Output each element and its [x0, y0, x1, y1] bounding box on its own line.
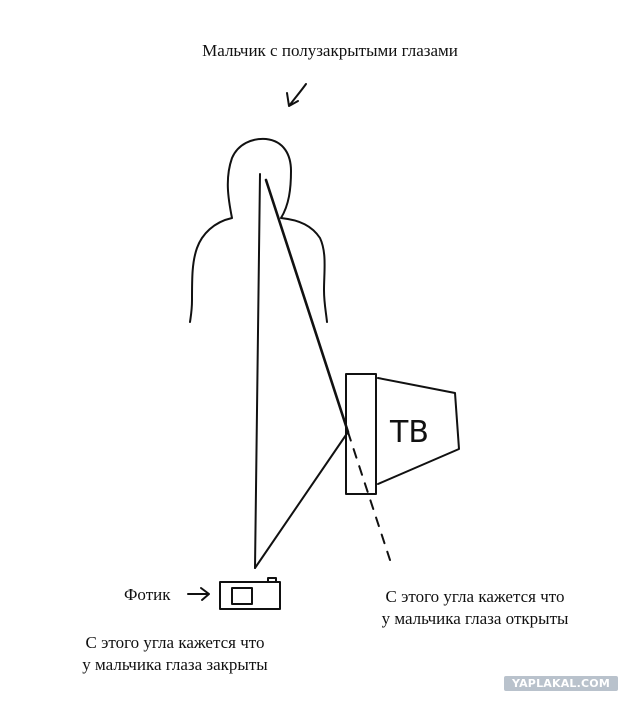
tv-screen — [346, 374, 376, 494]
left-caption-line-1: С этого угла кажется что — [85, 633, 265, 652]
tv-label: ТВ — [390, 415, 429, 450]
camera-to-eyes-line — [255, 174, 260, 568]
camera-lens — [232, 588, 252, 604]
watermark: YAPLAKAL.COM — [504, 676, 618, 691]
right-caption-line-1: С этого угла кажется что — [385, 587, 565, 606]
camera-label: Фотик — [124, 585, 171, 604]
pointer-arrow-icon — [287, 84, 306, 106]
right-caption-line-2: у мальчика глаза открыты — [381, 609, 569, 628]
diagram-title: Мальчик с полузакрытыми глазами — [202, 41, 458, 60]
camera-to-screen-line — [255, 432, 348, 568]
right-caption — [350, 586, 600, 630]
left-caption-line-2: у мальчика глаза закрыты — [82, 655, 268, 674]
left-caption — [40, 632, 310, 676]
reflection-line — [348, 432, 390, 560]
camera-pointer-arrow-icon — [188, 588, 209, 600]
face-to-screen-line — [266, 180, 348, 432]
